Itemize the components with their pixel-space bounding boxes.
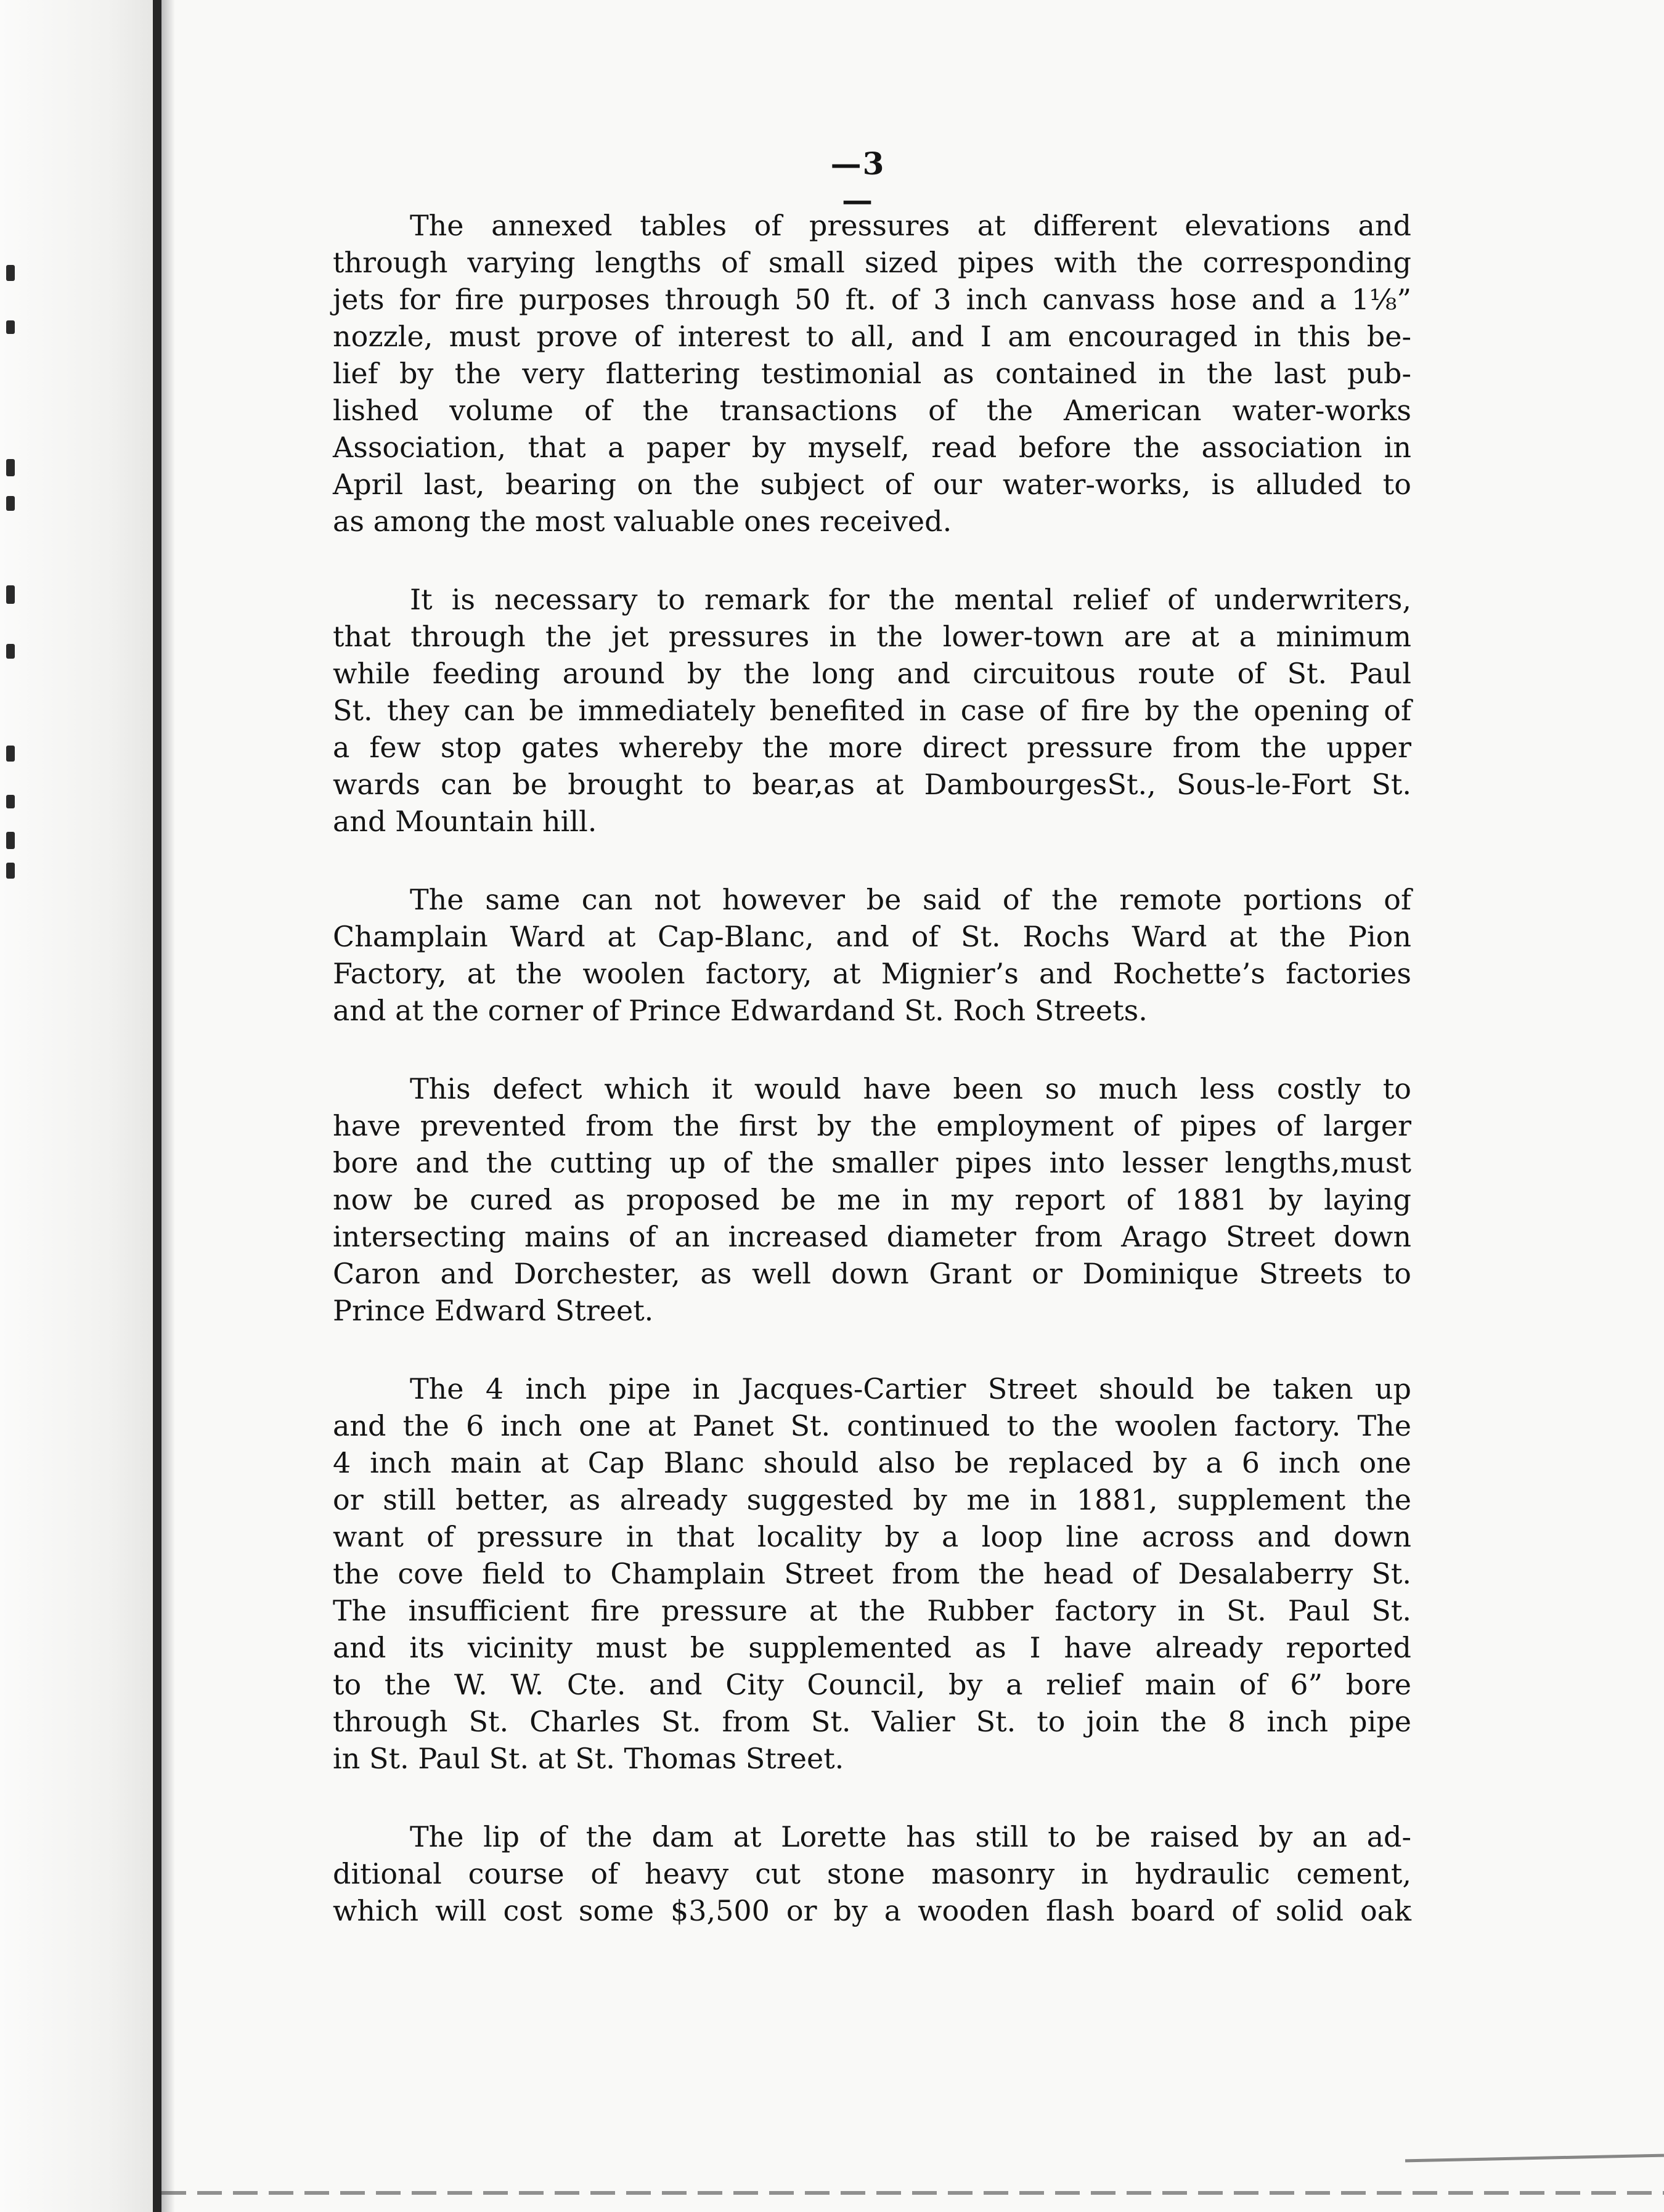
bleed-mark	[6, 795, 15, 808]
text-line: Champlain Ward at Cap-Blanc, and of St. Rochs Ward at the Pion	[333, 920, 1411, 953]
text-line: to the W. W. Cte. and City Council, by a relief main of 6” bore	[333, 1668, 1411, 1701]
text-line: This defect which it would have been so much less costly to	[410, 1072, 1411, 1105]
text-line: The insufficient fire pressure at the Rubber factory in St. Paul St.	[333, 1594, 1411, 1627]
binding-edge	[153, 0, 161, 2212]
text-line: lief by the very flattering testimonial as contained in the last pub-	[333, 357, 1411, 390]
text-line: nozzle, must prove of interest to all, and I am encouraged in this be-	[333, 320, 1411, 353]
text-line: through varying lengths of small sized pipes with the corresponding	[333, 246, 1411, 279]
text-line: now be cured as proposed be me in my report of 1881 by laying	[333, 1183, 1411, 1216]
text-line: want of pressure in that locality by a loop line across and down	[333, 1520, 1411, 1553]
text-line: or still better, as already suggested by me in 1881, supplement the	[333, 1483, 1411, 1516]
page-number: —3—	[830, 145, 886, 218]
text-line: and Mountain hill.	[333, 805, 597, 838]
text-line: lished volume of the transactions of the American water-works	[333, 394, 1411, 427]
text-line: St. they can be immediately benefited in case of fire by the opening of	[333, 694, 1411, 727]
text-line: and at the corner of Prince Edwardand St. Roch Streets.	[333, 994, 1148, 1027]
text-line: Prince Edward Street.	[333, 1294, 654, 1327]
text-line: The lip of the dam at Lorette has still to be raised by an ad-	[410, 1820, 1411, 1853]
text-line: 4 inch main at Cap Blanc should also be replaced by a 6 inch one	[333, 1446, 1411, 1479]
bleed-mark	[6, 265, 15, 281]
text-line: jets for fire purposes through 50 ft. of 3 inch canvass hose and a 1⅛”	[333, 283, 1411, 316]
text-line: The annexed tables of pressures at different elevations and	[410, 209, 1411, 242]
previous-page-margin	[0, 0, 153, 2212]
text-line: Factory, at the woolen factory, at Mignier’s and Rochette’s factories	[333, 957, 1411, 990]
body-text	[333, 207, 1411, 1929]
text-line: The same can not however be said of the remote portions of	[410, 883, 1411, 916]
text-line: Caron and Dorchester, as well down Grant or Dominique Streets to	[333, 1257, 1411, 1290]
page-bottom-edge	[161, 2191, 1664, 2195]
text-line: have prevented from the first by the employment of pipes of larger	[333, 1109, 1411, 1142]
text-line: The 4 inch pipe in Jacques-Cartier Street should be taken up	[410, 1372, 1411, 1405]
text-line: in St. Paul St. at St. Thomas Street.	[333, 1742, 844, 1775]
text-line: a few stop gates whereby the more direct pressure from the upper	[333, 731, 1411, 764]
bleed-mark	[6, 644, 15, 659]
bleed-mark	[6, 459, 15, 476]
text-line: which will cost some $3,500 or by a wooden flash board of solid oak	[333, 1894, 1411, 1927]
text-line: It is necessary to remark for the mental relief of underwriters,	[410, 583, 1411, 616]
text-line: through St. Charles St. from St. Valier St. to join the 8 inch pipe	[333, 1705, 1411, 1738]
bleed-mark	[6, 746, 15, 762]
page-corner-edge	[1405, 2154, 1664, 2163]
paragraph	[333, 207, 1411, 540]
text-line: and its vicinity must be supplemented as I have already reported	[333, 1631, 1411, 1664]
text-line: April last, bearing on the subject of our water-works, is alluded to	[333, 468, 1411, 501]
paragraph	[333, 1818, 1411, 1929]
text-line: as among the most valuable ones received.	[333, 505, 952, 538]
text-line: Association, that a paper by myself, read before the association in	[333, 431, 1411, 464]
text-line: the cove field to Champlain Street from the head of Desalaberry St.	[333, 1557, 1411, 1590]
paragraph	[333, 1370, 1411, 1777]
text-line: intersecting mains of an increased diameter from Arago Street down	[333, 1220, 1411, 1253]
text-line: wards can be brought to bear,as at DambourgesSt., Sous-le-Fort St.	[333, 768, 1411, 801]
bleed-mark	[6, 496, 15, 511]
text-line: that through the jet pressures in the lower-town are at a minimum	[333, 620, 1411, 653]
bleed-mark	[6, 863, 15, 879]
paragraph	[333, 1070, 1411, 1329]
paragraph	[333, 881, 1411, 1029]
bleed-mark	[6, 585, 15, 604]
paragraph	[333, 581, 1411, 840]
bleed-mark	[6, 832, 15, 849]
text-line: ditional course of heavy cut stone masonry in hydraulic cement,	[333, 1857, 1411, 1890]
text-line: bore and the cutting up of the smaller pipes into lesser lengths,must	[333, 1146, 1411, 1179]
bleed-mark	[6, 320, 15, 334]
text-line: and the 6 inch one at Panet St. continued to the woolen factory. The	[333, 1409, 1411, 1442]
gutter-shadow	[161, 0, 175, 2212]
text-line: while feeding around by the long and circuitous route of St. Paul	[333, 657, 1411, 690]
